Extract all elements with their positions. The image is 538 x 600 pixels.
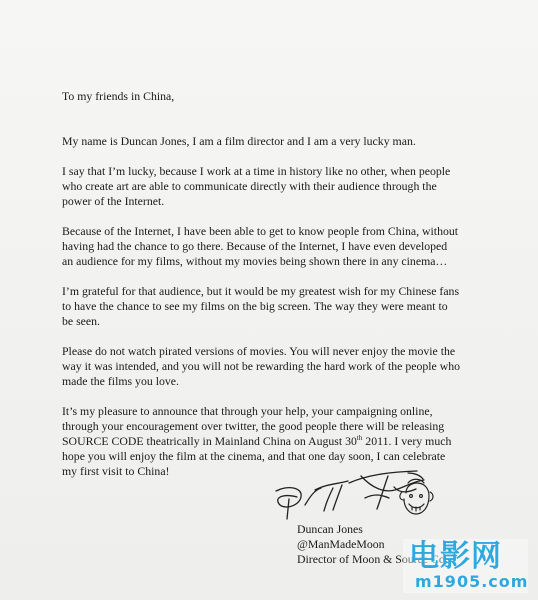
paragraph-line-with-superscript: [62, 434, 480, 449]
line-text-after-superscript: 2011. I very much: [362, 434, 452, 448]
paragraph-audience: [62, 284, 480, 329]
paragraph-line: through your encouragement over twitter, the good people there will be releasing: [62, 419, 445, 433]
signer-title: Director of Moon & Source Co: [297, 552, 445, 566]
ordinal-superscript: th: [356, 434, 363, 442]
paragraph-line: hope you will enjoy the film at the cinema, and that one day soon, I can celebrate: [62, 449, 446, 463]
watermark-url: m1905.com: [415, 572, 529, 591]
paragraph-introduction: [62, 134, 480, 149]
paragraph-line: Please do not watch pirated versions of movies. You will never enjoy the movie the: [62, 344, 456, 358]
twitter-handle: @ManMadeMoon: [297, 537, 385, 551]
site-watermark: [403, 539, 528, 593]
watermark-logo-text: 电影网: [409, 539, 502, 574]
signature-face-doodle: [398, 478, 436, 520]
paragraph-line: Because of the Internet, I have been able to get to know people from China, without: [62, 224, 459, 238]
paragraph-line: who create art are able to communicate directly with their audience through the: [62, 179, 437, 193]
letter-body: [62, 89, 480, 494]
paragraph-piracy: [62, 344, 480, 389]
paragraph-line: made the films you love.: [62, 374, 179, 388]
paragraph-line: my first visit to China!: [62, 464, 170, 478]
paragraph-internet: [62, 224, 480, 269]
paragraph-line: I say that I’m lucky, because I work at a time in history like no other, when people: [62, 164, 451, 178]
paragraph-line: way it was intended, and you will not be rewarding the hard work of the people who: [62, 359, 461, 373]
paragraph-line: be seen.: [62, 314, 100, 328]
paragraph-line: having had the chance to go there. Because of the Internet, I have even developed: [62, 239, 448, 253]
paragraph-line: an audience for my films, without my movies being shown there in any cinema…: [62, 254, 448, 268]
signer-name: Duncan Jones: [297, 522, 363, 536]
paragraph-line: My name is Duncan Jones, I am a film director and I am a very lucky man.: [62, 134, 416, 148]
paragraph-line: power of the Internet.: [62, 194, 165, 208]
salutation: To my friends in China,: [62, 89, 175, 103]
line-text-before-superscript: SOURCE CODE theatrically in Mainland China on August 30: [62, 434, 357, 448]
paragraph-lucky: [62, 164, 480, 209]
paragraph-line: I’m grateful for that audience, but it would be my greatest wish for my Chinese fans: [62, 284, 460, 298]
paragraph-line: to have the chance to see my films on the big screen. The way they were meant to: [62, 299, 448, 313]
paragraph-line: It’s my pleasure to announce that through your help, your campaigning online,: [62, 404, 433, 418]
